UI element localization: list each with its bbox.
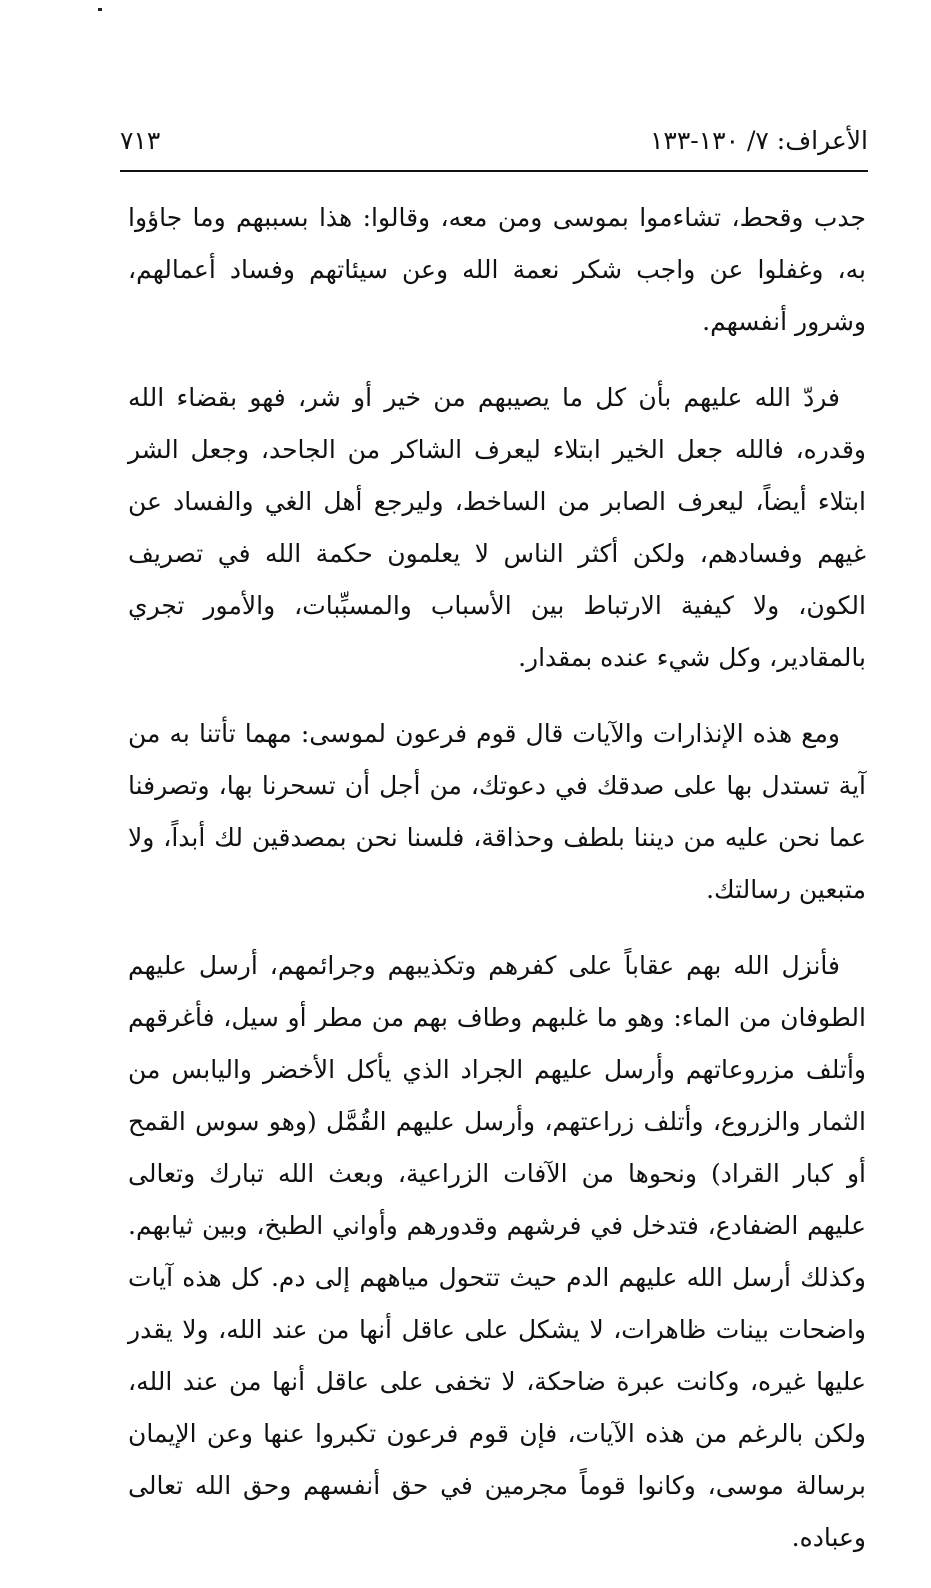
page-number: ٧١٣: [120, 126, 161, 155]
scan-mark: [98, 8, 102, 11]
paragraph-2: فردّ الله عليهم بأن كل ما يصيبهم من خير أو شر، فهو بقضاء الله وقدره، فالله جعل الخير ابتلاء ليعرف الشاكر من الجاحد، وجعل الشر ابتلاء أيضاً، ليعرف الصابر من الساخط، وليرجع أهل الغي والفساد عن غيهم وفسادهم، ولكن أكثر الناس لا يعلمون حكمة الله في تصريف الكون، ولا كيفية الارتباط بين الأسباب والمسبِّبات، والأمور تجري بالمقادير، وكل شيء عنده بمقدار.: [128, 383, 866, 672]
surah-reference: الأعراف: ٧/ ١٣٠-١٣٣: [649, 126, 868, 155]
page-body: [128, 192, 866, 1588]
paragraph-1: جدب وقحط، تشاءموا بموسى ومن معه، وقالوا: هذا بسببهم وما جاؤوا به، وغفلوا عن واجب شكر نعمة الله وعن سيئاتهم وفساد أعمالهم، وشرور أنفسهم.: [128, 203, 866, 336]
paragraph-4: فأنزل الله بهم عقاباً على كفرهم وتكذيبهم وجرائمهم، أرسل عليهم الطوفان من الماء: وهو ما غلبهم وطاف بهم من مطر أو سيل، فأغرقهم وأتلف مزروعاتهم وأرسل عليهم الجراد الذي يأكل الأخضر واليابس من الثمار والزروع، وأتلف زراعتهم، وأرسل عليهم القُمَّل (وهو سوس القمح أو كبار القراد) ونحوها من الآفات الزراعية، وبعث الله تبارك وتعالى عليهم الضفادع، فتدخل في فرشهم وقدورهم وأواني الطبخ، وبين ثيابهم. وكذلك أرسل الله عليهم الدم حيث تتحول مياههم إلى دم. كل هذه آيات واضحات بينات ظاهرات، لا يشكل على عاقل أنها من عند الله، ولا يقدر عليها غيره، وكانت عبرة ضاحكة، لا تخفى على عاقل أنها من عند الله، ولكن بالرغم من هذه الآيات، فإن قوم فرعون تكبروا عنها وعن الإيمان برسالة موسى، وكانوا قوماً مجرمين في حق أنفسهم وحق الله تعالى وعباده.: [128, 951, 866, 1552]
header-divider: [120, 170, 868, 172]
paragraph-3: ومع هذه الإنذارات والآيات قال قوم فرعون لموسى: مهما تأتنا به من آية تستدل بها على صدقك في دعوتك، من أجل أن تسحرنا بها، وتصرفنا عما نحن عليه من ديننا بلطف وحذاقة، فلسنا نحن بمصدقين لك أبداً، ولا متبعين رسالتك.: [128, 719, 866, 904]
running-header: [120, 120, 868, 164]
